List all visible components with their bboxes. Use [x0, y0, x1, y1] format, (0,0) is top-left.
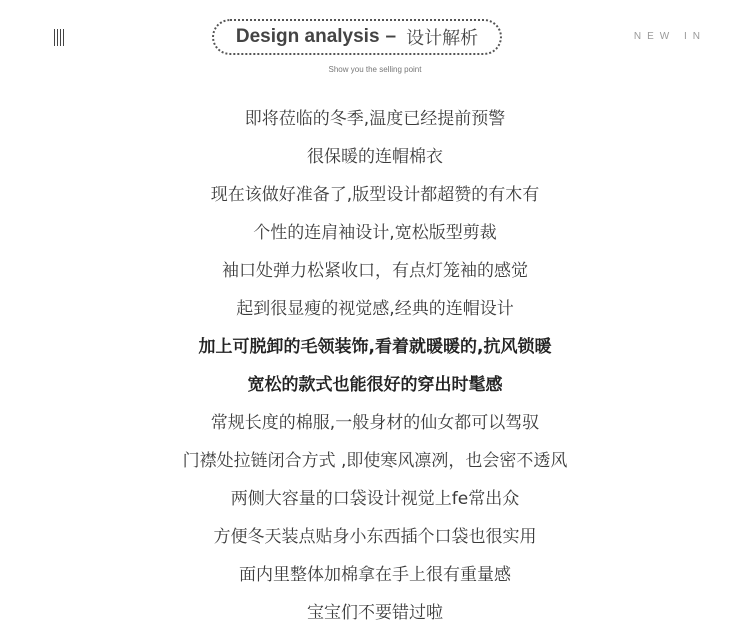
description-line: 常规长度的棉服,一般身材的仙女都可以驾驭 [210, 413, 540, 433]
description-lines [0, 100, 750, 632]
description-line: 面内里整体加棉拿在手上很有重量感 [239, 565, 511, 585]
description-line: 起到很显瘦的视觉感,经典的连帽设计 [236, 299, 514, 319]
description-line: 现在该做好准备了,版型设计都超赞的有木有 [210, 185, 540, 205]
new-in-tag: NEW IN [633, 31, 706, 42]
title-english: Design analysis [235, 26, 380, 47]
title-dash: – [385, 26, 397, 47]
description-line: 个性的连肩袖设计,宽松版型剪裁 [253, 223, 497, 243]
section-title-pill [212, 19, 502, 55]
description-line-bold: 加上可脱卸的毛领装饰,看着就暖暖的,抗风锁暖 [198, 337, 552, 357]
section-subtitle: Show you the selling point [328, 65, 422, 74]
description-line: 袖口处弹力松紧收口，有点灯笼袖的感觉 [222, 261, 528, 281]
title-chinese: 设计解析 [406, 28, 479, 49]
description-line-bold: 宽松的款式也能很好的穿出时髦感 [247, 375, 503, 395]
description-line: 即将莅临的冬季,温度已经提前预警 [244, 109, 506, 129]
description-line: 方便冬天装点贴身小东西插个口袋也很实用 [213, 527, 537, 547]
description-line: 门襟处拉链闭合方式 ,即使寒风凛冽，也会密不透风 [182, 451, 568, 471]
menu-bars-icon [54, 29, 64, 46]
description-line: 宝宝们不要错过啦 [307, 603, 443, 623]
description-line: 两侧大容量的口袋设计视觉上fe常出众 [230, 489, 520, 509]
description-line: 很保暖的连帽棉衣 [307, 147, 443, 167]
